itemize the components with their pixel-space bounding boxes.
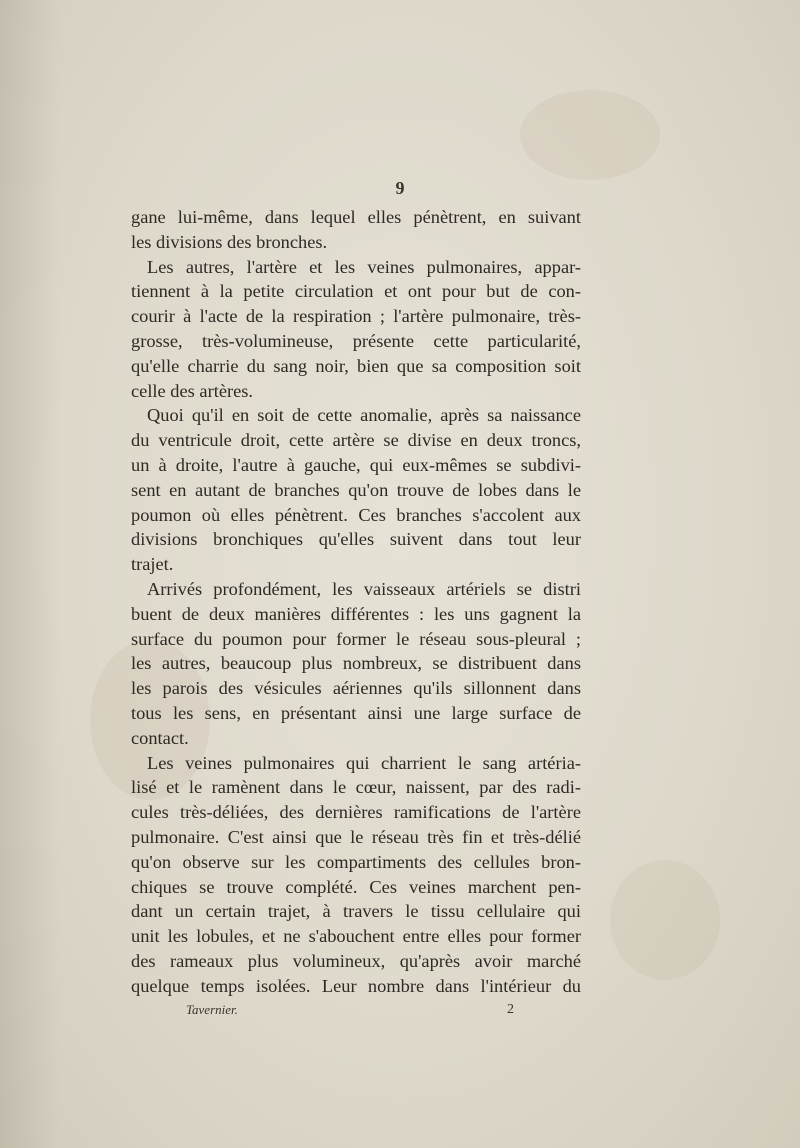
text-line: pulmonaire. C'est ainsi que le réseau très fin et très-délié [131, 826, 581, 847]
text-line: du ventricule droit, cette artère se divise en deux troncs, [131, 430, 581, 451]
text-line: surface du poumon pour former le réseau sous-pleural ; [131, 628, 581, 649]
text-line: contact. [131, 727, 189, 748]
text-line: des rameaux plus volumineux, qu'après avoir marché [131, 950, 581, 971]
text-line: Les autres, l'artère et les veines pulmonaires, appar- [147, 256, 581, 277]
text-line: dant un certain trajet, à travers le tissu cellulaire qui [131, 901, 581, 922]
body-text [131, 205, 581, 999]
text-line: Arrivés profondément, les vaisseaux artériels se distri [147, 578, 581, 599]
footer-signature-mark: 2 [507, 1002, 514, 1017]
text-line: qu'on observe sur les compartiments des cellules bron- [131, 851, 581, 872]
text-line: cules très-déliées, des dernières ramifications de l'artère [131, 802, 581, 823]
text-line: qu'elle charrie du sang noir, bien que sa composition soit [131, 355, 581, 376]
text-line: poumon où elles pénètrent. Ces branches s'accolent aux [131, 504, 581, 525]
text-line: tous les sens, en présentant ainsi une large surface de [131, 702, 581, 723]
page-edge-shadow [0, 0, 60, 1148]
text-line: Quoi qu'il en soit de cette anomalie, après sa naissance [147, 405, 581, 426]
text-line: les parois des vésicules aériennes qu'ils sillonnent dans [131, 678, 581, 699]
text-line: celle des artères. [131, 380, 254, 401]
text-line: les divisions des bronches. [131, 231, 328, 252]
text-line: lisé et le ramènent dans le cœur, naissent, par des radi- [131, 777, 581, 798]
text-line: chiques se trouve complété. Ces veines marchent pen- [131, 876, 581, 897]
text-line: unit les lobules, et ne s'abouchent entre elles pour former [131, 926, 581, 947]
text-line: gane lui-même, dans lequel elles pénètrent, en suivant [131, 207, 581, 227]
footer-author: Tavernier. [186, 1002, 238, 1017]
page-number: 9 [395, 178, 405, 198]
text-line: quelque temps isolées. Leur nombre dans l'intérieur du [131, 975, 581, 996]
text-line: courir à l'acte de la respiration ; l'artère pulmonaire, très- [131, 306, 581, 327]
text-line: divisions bronchiques qu'elles suivent dans tout leur [131, 529, 581, 550]
text-line: un à droite, l'autre à gauche, qui eux-mêmes se subdivi- [131, 454, 581, 475]
text-line: grosse, très-volumineuse, présente cette particularité, [131, 330, 581, 351]
text-line: trajet. [131, 554, 174, 575]
text-line: les autres, beaucoup plus nombreux, se distribuent dans [131, 653, 581, 674]
text-line: Les veines pulmonaires qui charrient le sang artéria- [147, 752, 581, 773]
paper-stain [520, 90, 660, 180]
text-line: tiennent à la petite circulation et ont pour but de con- [131, 281, 581, 302]
text-line: buent de deux manières différentes : les uns gagnent la [131, 603, 581, 624]
paper-stain [610, 860, 720, 980]
text-line: sent en autant de branches qu'on trouve de lobes dans le [131, 479, 581, 500]
